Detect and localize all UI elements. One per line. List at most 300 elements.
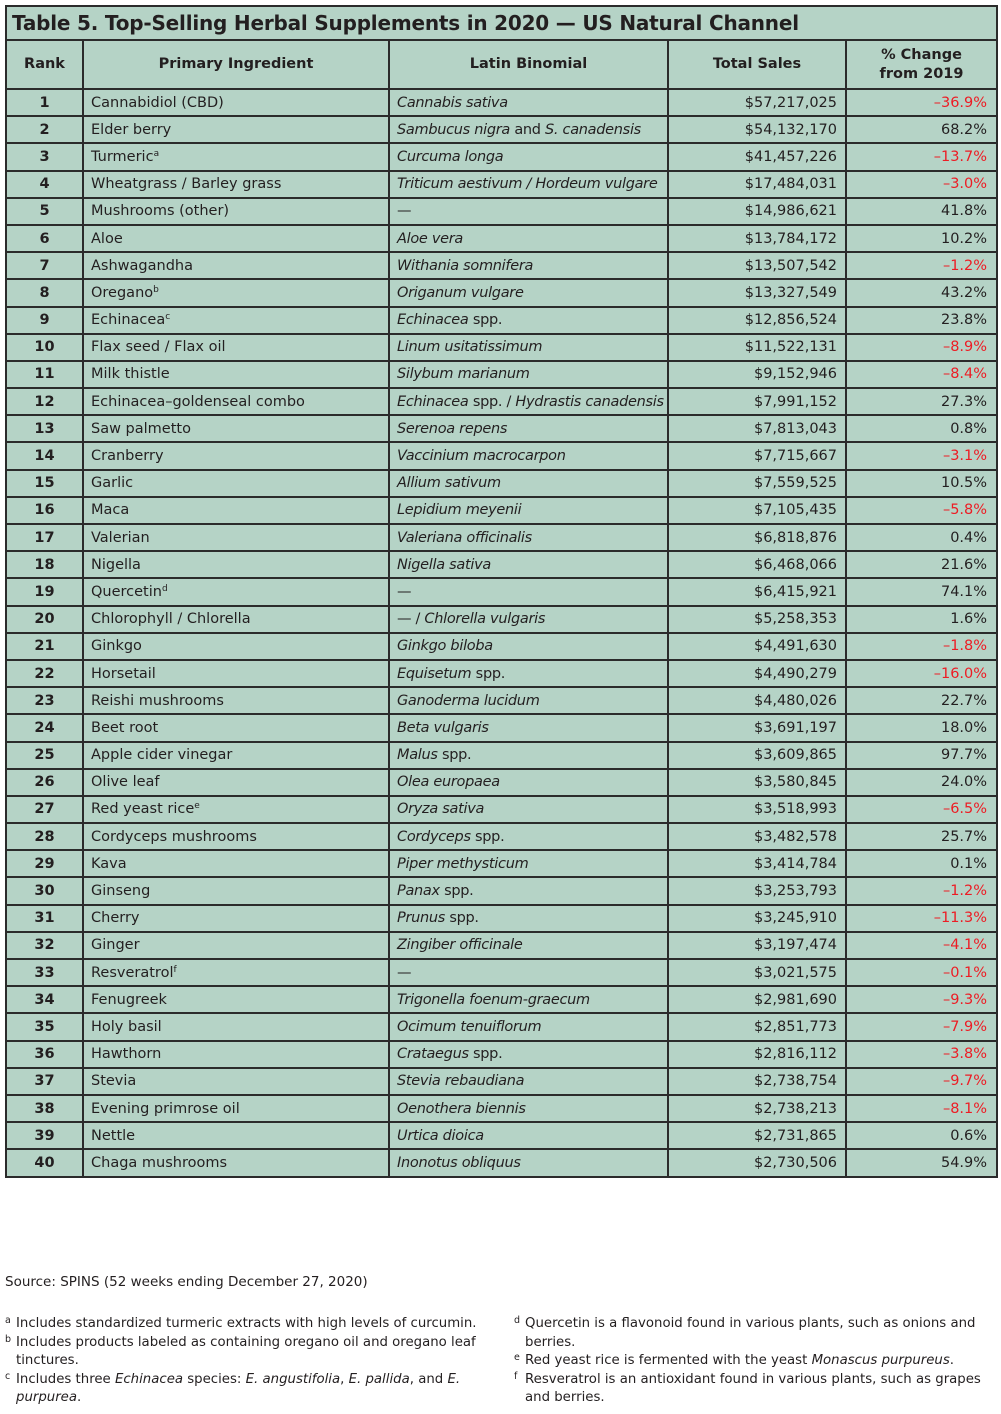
latin-binomial-cell [389, 361, 668, 388]
ingredient-name: Apple cider vinegar [91, 747, 233, 764]
latin-binomial-part: Malus [397, 747, 438, 764]
total-sales-cell: $6,468,066 [668, 551, 846, 578]
ingredient-cell [83, 1095, 389, 1122]
latin-binomial-part: — [397, 964, 412, 981]
total-sales-cell: $12,856,524 [668, 307, 846, 334]
rank-cell: 17 [6, 524, 83, 551]
table-row [6, 470, 997, 497]
total-sales-cell: $7,813,043 [668, 415, 846, 442]
footnote-text: Includes products labeled as containing oregano oil and oregano leaf tinctures. [16, 1334, 476, 1368]
percent-change-cell: –8.9% [846, 334, 997, 361]
ingredient-name: Olive leaf [91, 774, 160, 791]
table-row [6, 307, 997, 334]
col-header-sales: Total Sales [668, 40, 846, 89]
percent-change-cell: 27.3% [846, 388, 997, 415]
footnote-text: Quercetin is a flavonoid found in various plants, such as onions and berries. [525, 1316, 976, 1350]
table-row [6, 633, 997, 660]
rank-cell: 9 [6, 307, 83, 334]
latin-binomial-part: Equisetum [397, 665, 472, 682]
total-sales-cell: $13,784,172 [668, 225, 846, 252]
supplements-table [5, 5, 998, 1178]
latin-binomial-part: Allium sativum [397, 475, 501, 492]
latin-binomial-part: Cordyceps [397, 828, 471, 845]
rank-cell: 31 [6, 905, 83, 932]
ingredient-cell [83, 551, 389, 578]
rank-cell: 13 [6, 415, 83, 442]
ingredient-cell [83, 171, 389, 198]
rank-cell: 1 [6, 89, 83, 116]
total-sales-cell: $3,482,578 [668, 823, 846, 850]
footnote-text: . [77, 1390, 82, 1405]
latin-binomial-part: Nigella sativa [397, 556, 491, 573]
ingredient-name: Red yeast rice [91, 801, 195, 818]
ingredient-name: Ginger [91, 937, 140, 954]
latin-binomial-part: Echinacea [397, 393, 469, 410]
table-row [6, 1041, 997, 1068]
latin-binomial-part: Inonotus obliquus [397, 1154, 521, 1171]
latin-binomial-part: Echinacea [397, 312, 469, 329]
latin-binomial-cell [389, 551, 668, 578]
ingredient-cell [83, 823, 389, 850]
latin-binomial-cell [389, 578, 668, 605]
latin-binomial-part: Oenothera biennis [397, 1100, 526, 1117]
rank-cell: 10 [6, 334, 83, 361]
table-row [6, 877, 997, 904]
latin-binomial-cell [389, 796, 668, 823]
footnote-marker: b [153, 284, 159, 295]
latin-binomial-part: Piper methysticum [397, 855, 529, 872]
ingredient-cell [83, 1122, 389, 1149]
rank-cell: 37 [6, 1068, 83, 1095]
total-sales-cell: $3,197,474 [668, 932, 846, 959]
table-body [6, 89, 997, 1177]
footnote-marker: f [173, 964, 177, 975]
latin-binomial-part: Trigonella foenum-graecum [397, 991, 590, 1008]
rank-cell: 26 [6, 769, 83, 796]
ingredient-name: Chaga mushrooms [91, 1154, 228, 1171]
table-row [6, 986, 997, 1013]
percent-change-cell: 23.8% [846, 307, 997, 334]
ingredient-cell [83, 687, 389, 714]
table-row [6, 524, 997, 551]
ingredient-name: Maca [91, 502, 130, 519]
table-row [6, 334, 997, 361]
latin-binomial-part: Vaccinium macrocarpon [397, 448, 566, 465]
rank-cell: 14 [6, 442, 83, 469]
total-sales-cell: $7,105,435 [668, 497, 846, 524]
latin-binomial-cell [389, 687, 668, 714]
ingredient-cell [83, 307, 389, 334]
table-row [6, 89, 997, 116]
latin-binomial-part: spp. [471, 665, 506, 682]
rank-cell: 18 [6, 551, 83, 578]
col-header-change-line1: % Change [881, 46, 962, 63]
ingredient-name: Turmeric [91, 148, 154, 165]
ingredient-cell [83, 470, 389, 497]
rank-cell: 34 [6, 986, 83, 1013]
latin-binomial-cell [389, 742, 668, 769]
total-sales-cell: $57,217,025 [668, 89, 846, 116]
ingredient-cell [83, 497, 389, 524]
latin-binomial-part: — [397, 583, 412, 600]
footnote-text: . [949, 1353, 955, 1368]
ingredient-name: Echinacea [91, 312, 166, 329]
percent-change-cell: 22.7% [846, 687, 997, 714]
footnotes-right [514, 1315, 998, 1408]
footnote-mark: f [514, 1370, 518, 1382]
percent-change-cell: –7.9% [846, 1013, 997, 1040]
total-sales-cell: $6,818,876 [668, 524, 846, 551]
total-sales-cell: $14,986,621 [668, 198, 846, 225]
latin-binomial-part: Origanum vulgare [397, 284, 524, 301]
ingredient-cell [83, 388, 389, 415]
rank-cell: 6 [6, 225, 83, 252]
ingredient-cell [83, 714, 389, 741]
percent-change-cell: 24.0% [846, 769, 997, 796]
latin-binomial-part: and [510, 121, 546, 138]
percent-change-cell: 54.9% [846, 1149, 997, 1176]
latin-binomial-part: Valeriana officinalis [397, 529, 532, 546]
percent-change-cell: 1.6% [846, 606, 997, 633]
percent-change-cell: 41.8% [846, 198, 997, 225]
latin-binomial-cell [389, 823, 668, 850]
rank-cell: 12 [6, 388, 83, 415]
rank-cell: 21 [6, 633, 83, 660]
rank-cell: 3 [6, 143, 83, 170]
table-row [6, 687, 997, 714]
total-sales-cell: $13,327,549 [668, 279, 846, 306]
total-sales-cell: $4,490,279 [668, 660, 846, 687]
latin-binomial-cell [389, 769, 668, 796]
latin-binomial-part: Triticum aestivum / Hordeum vulgare [397, 176, 658, 193]
total-sales-cell: $11,522,131 [668, 334, 846, 361]
table-row [6, 551, 997, 578]
ingredient-name: Wheatgrass / Barley grass [91, 176, 282, 193]
rank-cell: 4 [6, 171, 83, 198]
table-row [6, 905, 997, 932]
rank-cell: 22 [6, 660, 83, 687]
latin-binomial-part: Stevia rebaudiana [397, 1073, 525, 1090]
total-sales-cell: $3,245,910 [668, 905, 846, 932]
percent-change-cell: –9.7% [846, 1068, 997, 1095]
latin-binomial-cell [389, 660, 668, 687]
ingredient-cell [83, 986, 389, 1013]
percent-change-cell: –1.8% [846, 633, 997, 660]
percent-change-cell: –16.0% [846, 660, 997, 687]
ingredient-name: Garlic [91, 475, 134, 492]
rank-cell: 8 [6, 279, 83, 306]
ingredient-name: Holy basil [91, 1018, 162, 1035]
percent-change-cell: –6.5% [846, 796, 997, 823]
ingredient-name: Cannabidiol (CBD) [91, 94, 224, 111]
table-row [6, 171, 997, 198]
footnote-marker: a [153, 148, 160, 159]
rank-cell: 39 [6, 1122, 83, 1149]
total-sales-cell: $5,258,353 [668, 606, 846, 633]
ingredient-cell [83, 606, 389, 633]
percent-change-cell: 18.0% [846, 714, 997, 741]
latin-binomial-part: spp. [445, 910, 479, 927]
rank-cell: 36 [6, 1041, 83, 1068]
table-row [6, 1013, 997, 1040]
latin-binomial-part: Sambucus nigra [397, 121, 511, 138]
total-sales-cell: $7,559,525 [668, 470, 846, 497]
rank-cell: 16 [6, 497, 83, 524]
footnote-marker: e [194, 801, 200, 812]
latin-binomial-part: Olea europaea [397, 774, 500, 791]
latin-binomial-part: Zingiber officinale [397, 937, 523, 954]
ingredient-name: Cherry [91, 910, 140, 927]
table-row [6, 823, 997, 850]
rank-cell: 7 [6, 252, 83, 279]
rank-cell: 32 [6, 932, 83, 959]
footnote [5, 1371, 495, 1408]
latin-binomial-cell [389, 606, 668, 633]
latin-binomial-cell [389, 198, 668, 225]
table-row [6, 660, 997, 687]
latin-binomial-part: Panax [397, 883, 440, 900]
table-row [6, 198, 997, 225]
percent-change-cell: –9.3% [846, 986, 997, 1013]
percent-change-cell: 97.7% [846, 742, 997, 769]
rank-cell: 33 [6, 959, 83, 986]
footnote-text: , [340, 1371, 349, 1387]
footnote-text: E. pallida [348, 1371, 410, 1387]
latin-binomial-part: Beta vulgaris [397, 719, 489, 736]
percent-change-cell: –8.4% [846, 361, 997, 388]
total-sales-cell: $2,981,690 [668, 986, 846, 1013]
latin-binomial-cell [389, 877, 668, 904]
footnote-text: Includes standardized turmeric extracts with high levels of curcumin. [16, 1316, 477, 1331]
latin-binomial-part: — [397, 203, 412, 220]
percent-change-cell: –11.3% [846, 905, 997, 932]
footnote-mark: b [5, 1333, 12, 1345]
table-row [6, 959, 997, 986]
rank-cell: 25 [6, 742, 83, 769]
table-row [6, 1095, 997, 1122]
table-row [6, 850, 997, 877]
latin-binomial-cell [389, 442, 668, 469]
ingredient-cell [83, 198, 389, 225]
ingredient-name: Echinacea–goldenseal combo [91, 393, 305, 410]
latin-binomial-cell [389, 1013, 668, 1040]
footnote [5, 1334, 495, 1371]
total-sales-cell: $2,738,754 [668, 1068, 846, 1095]
ingredient-cell [83, 769, 389, 796]
ingredient-name: Fenugreek [91, 991, 167, 1008]
latin-binomial-cell [389, 905, 668, 932]
footnote [514, 1371, 998, 1408]
table-row [6, 116, 997, 143]
table-row [6, 497, 997, 524]
table-title: Table 5. Top-Selling Herbal Supplements in 2020 — US Natural Channel [6, 6, 997, 40]
latin-binomial-part: Crataegus [397, 1046, 469, 1063]
latin-binomial-part: Serenoa repens [397, 420, 508, 437]
latin-binomial-cell [389, 143, 668, 170]
latin-binomial-part: spp. [439, 883, 474, 900]
latin-binomial-part: spp. / [468, 393, 516, 410]
latin-binomial-cell [389, 388, 668, 415]
rank-cell: 35 [6, 1013, 83, 1040]
latin-binomial-part: Urtica dioica [397, 1127, 484, 1144]
latin-binomial-cell [389, 1149, 668, 1176]
latin-binomial-part: spp. [468, 1046, 503, 1063]
ingredient-cell [83, 361, 389, 388]
ingredient-cell [83, 334, 389, 361]
latin-binomial-cell [389, 1122, 668, 1149]
ingredient-cell [83, 89, 389, 116]
total-sales-cell: $2,731,865 [668, 1122, 846, 1149]
col-header-ingredient: Primary Ingredient [83, 40, 389, 89]
latin-binomial-part: Silybum marianum [397, 366, 530, 383]
footnote-text: Red yeast rice is fermented with the yeast [525, 1353, 812, 1368]
footnote-mark: a [5, 1315, 11, 1326]
ingredient-cell [83, 796, 389, 823]
percent-change-cell: 0.6% [846, 1122, 997, 1149]
table-row [6, 225, 997, 252]
latin-binomial-part: Ganoderma lucidum [397, 692, 540, 709]
ingredient-name: Nigella [91, 556, 141, 573]
footnote [514, 1352, 998, 1371]
ingredient-cell [83, 116, 389, 143]
rank-cell: 15 [6, 470, 83, 497]
ingredient-name: Resveratrol [91, 964, 174, 981]
latin-binomial-part: Cannabis sativa [397, 94, 508, 111]
percent-change-cell: –0.1% [846, 959, 997, 986]
ingredient-cell [83, 279, 389, 306]
source-note: Source: SPINS (52 weeks ending December 27, 2020) [5, 1274, 368, 1290]
latin-binomial-cell [389, 89, 668, 116]
latin-binomial-cell [389, 252, 668, 279]
table-row [6, 279, 997, 306]
ingredient-name: Ginseng [91, 883, 151, 900]
footnote-text: E. angustifolia [245, 1371, 341, 1387]
table-row [6, 442, 997, 469]
ingredient-cell [83, 252, 389, 279]
table-row [6, 932, 997, 959]
latin-binomial-part: spp. [470, 828, 505, 845]
ingredient-cell [83, 633, 389, 660]
latin-binomial-cell [389, 116, 668, 143]
percent-change-cell: 74.1% [846, 578, 997, 605]
latin-binomial-cell [389, 932, 668, 959]
latin-binomial-cell [389, 334, 668, 361]
percent-change-cell: 0.1% [846, 850, 997, 877]
percent-change-cell: –3.8% [846, 1041, 997, 1068]
ingredient-cell [83, 850, 389, 877]
table-row [6, 415, 997, 442]
table-row [6, 361, 997, 388]
latin-binomial-part: S. canadensis [545, 121, 641, 138]
latin-binomial-cell [389, 1041, 668, 1068]
latin-binomial-cell [389, 497, 668, 524]
ingredient-cell [83, 1041, 389, 1068]
rank-cell: 30 [6, 877, 83, 904]
footnote-text: Includes three [16, 1371, 115, 1387]
rank-cell: 40 [6, 1149, 83, 1176]
percent-change-cell: –4.1% [846, 932, 997, 959]
rank-cell: 27 [6, 796, 83, 823]
total-sales-cell: $4,480,026 [668, 687, 846, 714]
ingredient-name: Kava [91, 855, 127, 872]
latin-binomial-cell [389, 986, 668, 1013]
total-sales-cell: $3,518,993 [668, 796, 846, 823]
percent-change-cell: –8.1% [846, 1095, 997, 1122]
latin-binomial-part: Prunus [397, 910, 446, 927]
rank-cell: 5 [6, 198, 83, 225]
ingredient-cell [83, 660, 389, 687]
table-row [6, 1149, 997, 1176]
ingredient-cell [83, 524, 389, 551]
percent-change-cell: –5.8% [846, 497, 997, 524]
rank-cell: 2 [6, 116, 83, 143]
latin-binomial-cell [389, 307, 668, 334]
total-sales-cell: $3,691,197 [668, 714, 846, 741]
latin-binomial-part: Linum usitatissimum [397, 339, 543, 356]
footnote [514, 1315, 998, 1352]
footnote-text: Echinacea [114, 1371, 184, 1387]
latin-binomial-cell [389, 171, 668, 198]
rank-cell: 20 [6, 606, 83, 633]
footnote-marker: d [161, 583, 168, 594]
latin-binomial-part: Ocimum tenuiflorum [397, 1018, 542, 1035]
percent-change-cell: 10.2% [846, 225, 997, 252]
ingredient-name: Milk thistle [91, 366, 170, 383]
percent-change-cell: 10.5% [846, 470, 997, 497]
latin-binomial-cell [389, 225, 668, 252]
table-row [6, 252, 997, 279]
ingredient-name: Stevia [91, 1073, 137, 1090]
rank-cell: 29 [6, 850, 83, 877]
ingredient-name: Flax seed / Flax oil [91, 339, 226, 356]
ingredient-cell [83, 442, 389, 469]
latin-binomial-part: Lepidium meyenii [397, 502, 522, 519]
ingredient-cell [83, 959, 389, 986]
ingredient-name: Ginkgo [91, 638, 142, 655]
total-sales-cell: $3,021,575 [668, 959, 846, 986]
latin-binomial-cell [389, 1068, 668, 1095]
ingredient-name: Oregano [91, 284, 154, 301]
col-header-change [846, 40, 997, 89]
percent-change-cell: 0.4% [846, 524, 997, 551]
rank-cell: 38 [6, 1095, 83, 1122]
percent-change-cell: –13.7% [846, 143, 997, 170]
percent-change-cell: –36.9% [846, 89, 997, 116]
footnote-text: Monascus purpureus [811, 1353, 950, 1368]
table-row [6, 714, 997, 741]
table-row [6, 1068, 997, 1095]
footnotes-left [5, 1315, 495, 1408]
latin-binomial-part: Curcuma longa [397, 148, 504, 165]
col-header-rank: Rank [6, 40, 83, 89]
ingredient-cell [83, 415, 389, 442]
percent-change-cell: 43.2% [846, 279, 997, 306]
latin-binomial-part: Ginkgo biloba [397, 638, 493, 655]
total-sales-cell: $3,609,865 [668, 742, 846, 769]
ingredient-cell [83, 932, 389, 959]
total-sales-cell: $2,738,213 [668, 1095, 846, 1122]
footnote-mark: e [514, 1352, 520, 1363]
latin-binomial-cell [389, 470, 668, 497]
table-row [6, 769, 997, 796]
latin-binomial-part: Withania somnifera [397, 257, 534, 274]
latin-binomial-cell [389, 279, 668, 306]
total-sales-cell: $3,580,845 [668, 769, 846, 796]
rank-cell: 23 [6, 687, 83, 714]
latin-binomial-cell [389, 524, 668, 551]
total-sales-cell: $2,816,112 [668, 1041, 846, 1068]
ingredient-name: Valerian [91, 529, 150, 546]
